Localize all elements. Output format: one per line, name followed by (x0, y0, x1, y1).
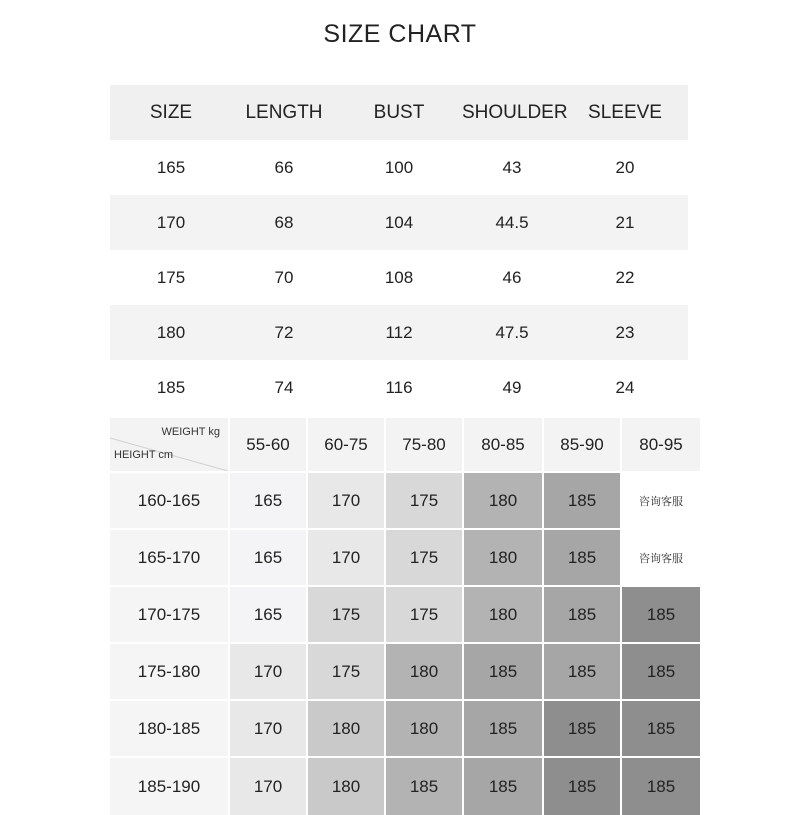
height-row-label: 170-175 (110, 587, 228, 642)
measurement-header-row (110, 85, 688, 140)
cell-size: 170 (156, 212, 186, 232)
weight-header: 80-85 (464, 418, 542, 471)
weight-axis-label: WEIGHT kg (161, 426, 220, 438)
table-row (110, 360, 688, 415)
grid-corner-cell (110, 418, 228, 471)
size-cell: 165 (230, 473, 306, 528)
size-cell: 170 (230, 701, 306, 756)
size-cell: 175 (386, 587, 462, 642)
cell-shoulder: 46 (502, 267, 522, 287)
cell-length: 66 (274, 157, 294, 177)
size-cell: 175 (386, 473, 462, 528)
consult-service-cell: 咨询客服 (622, 473, 700, 528)
weight-header: 80-95 (622, 418, 700, 471)
weight-header: 75-80 (386, 418, 462, 471)
cell-size: 185 (156, 377, 186, 397)
table-row (110, 250, 688, 305)
size-cell: 180 (308, 701, 384, 756)
weight-height-grid (110, 418, 700, 815)
cell-shoulder: 43 (502, 157, 522, 177)
cell-bust: 108 (384, 267, 414, 287)
size-cell: 185 (544, 587, 620, 642)
size-cell: 185 (544, 530, 620, 585)
size-cell: 185 (622, 758, 700, 815)
weight-header: 60-75 (308, 418, 384, 471)
cell-bust: 116 (385, 377, 413, 397)
size-cell: 185 (544, 701, 620, 756)
cell-size: 175 (156, 267, 186, 287)
page-title: SIZE CHART (323, 20, 477, 48)
cell-shoulder: 49 (502, 377, 522, 397)
size-cell: 185 (622, 587, 700, 642)
size-cell: 170 (230, 758, 306, 815)
size-cell: 170 (308, 530, 384, 585)
cell-sleeve: 23 (615, 322, 635, 342)
size-cell: 185 (544, 473, 620, 528)
size-cell: 180 (464, 473, 542, 528)
size-cell: 185 (464, 701, 542, 756)
size-cell: 180 (464, 530, 542, 585)
height-row-label: 160-165 (110, 473, 228, 528)
size-cell: 185 (622, 644, 700, 699)
cell-length: 68 (274, 212, 294, 232)
header-bust: BUST (373, 101, 425, 123)
height-row-label: 180-185 (110, 701, 228, 756)
size-cell: 165 (230, 587, 306, 642)
size-cell: 185 (544, 758, 620, 815)
header-length: LENGTH (245, 101, 323, 123)
size-cell: 185 (464, 644, 542, 699)
table-row (110, 195, 688, 250)
cell-sleeve: 22 (615, 267, 635, 287)
weight-header: 85-90 (544, 418, 620, 471)
weight-header: 55-60 (230, 418, 306, 471)
cell-size: 180 (156, 322, 186, 342)
table-row (110, 305, 688, 360)
size-cell: 185 (464, 758, 542, 815)
height-row-label: 165-170 (110, 530, 228, 585)
header-size: SIZE (149, 101, 193, 123)
measurement-table (110, 85, 688, 415)
size-cell: 185 (386, 758, 462, 815)
cell-shoulder: 44.5 (495, 212, 529, 232)
size-cell: 175 (386, 530, 462, 585)
size-cell: 180 (386, 701, 462, 756)
consult-service-cell: 咨询客服 (622, 530, 700, 585)
size-cell: 170 (230, 644, 306, 699)
size-cell: 180 (464, 587, 542, 642)
cell-bust: 100 (384, 157, 414, 177)
cell-sleeve: 20 (615, 157, 635, 177)
size-cell: 165 (230, 530, 306, 585)
height-row-label: 185-190 (110, 758, 228, 815)
cell-shoulder: 47.5 (495, 322, 529, 342)
header-sleeve: SLEEVE (588, 101, 662, 123)
cell-size: 165 (156, 157, 186, 177)
header-shoulder: SHOULDER (462, 101, 568, 123)
cell-bust: 112 (385, 322, 413, 342)
height-axis-label: HEIGHT cm (114, 449, 174, 461)
cell-bust: 104 (384, 212, 414, 232)
size-cell: 185 (622, 701, 700, 756)
size-cell: 185 (544, 644, 620, 699)
size-cell: 180 (386, 644, 462, 699)
cell-sleeve: 21 (615, 212, 635, 232)
cell-length: 72 (274, 322, 294, 342)
size-cell: 180 (308, 758, 384, 815)
size-cell: 175 (308, 644, 384, 699)
cell-length: 74 (274, 377, 294, 397)
cell-length: 70 (274, 267, 294, 287)
height-row-label: 175-180 (110, 644, 228, 699)
size-cell: 170 (308, 473, 384, 528)
table-row (110, 140, 688, 195)
cell-sleeve: 24 (615, 377, 635, 397)
size-cell: 175 (308, 587, 384, 642)
